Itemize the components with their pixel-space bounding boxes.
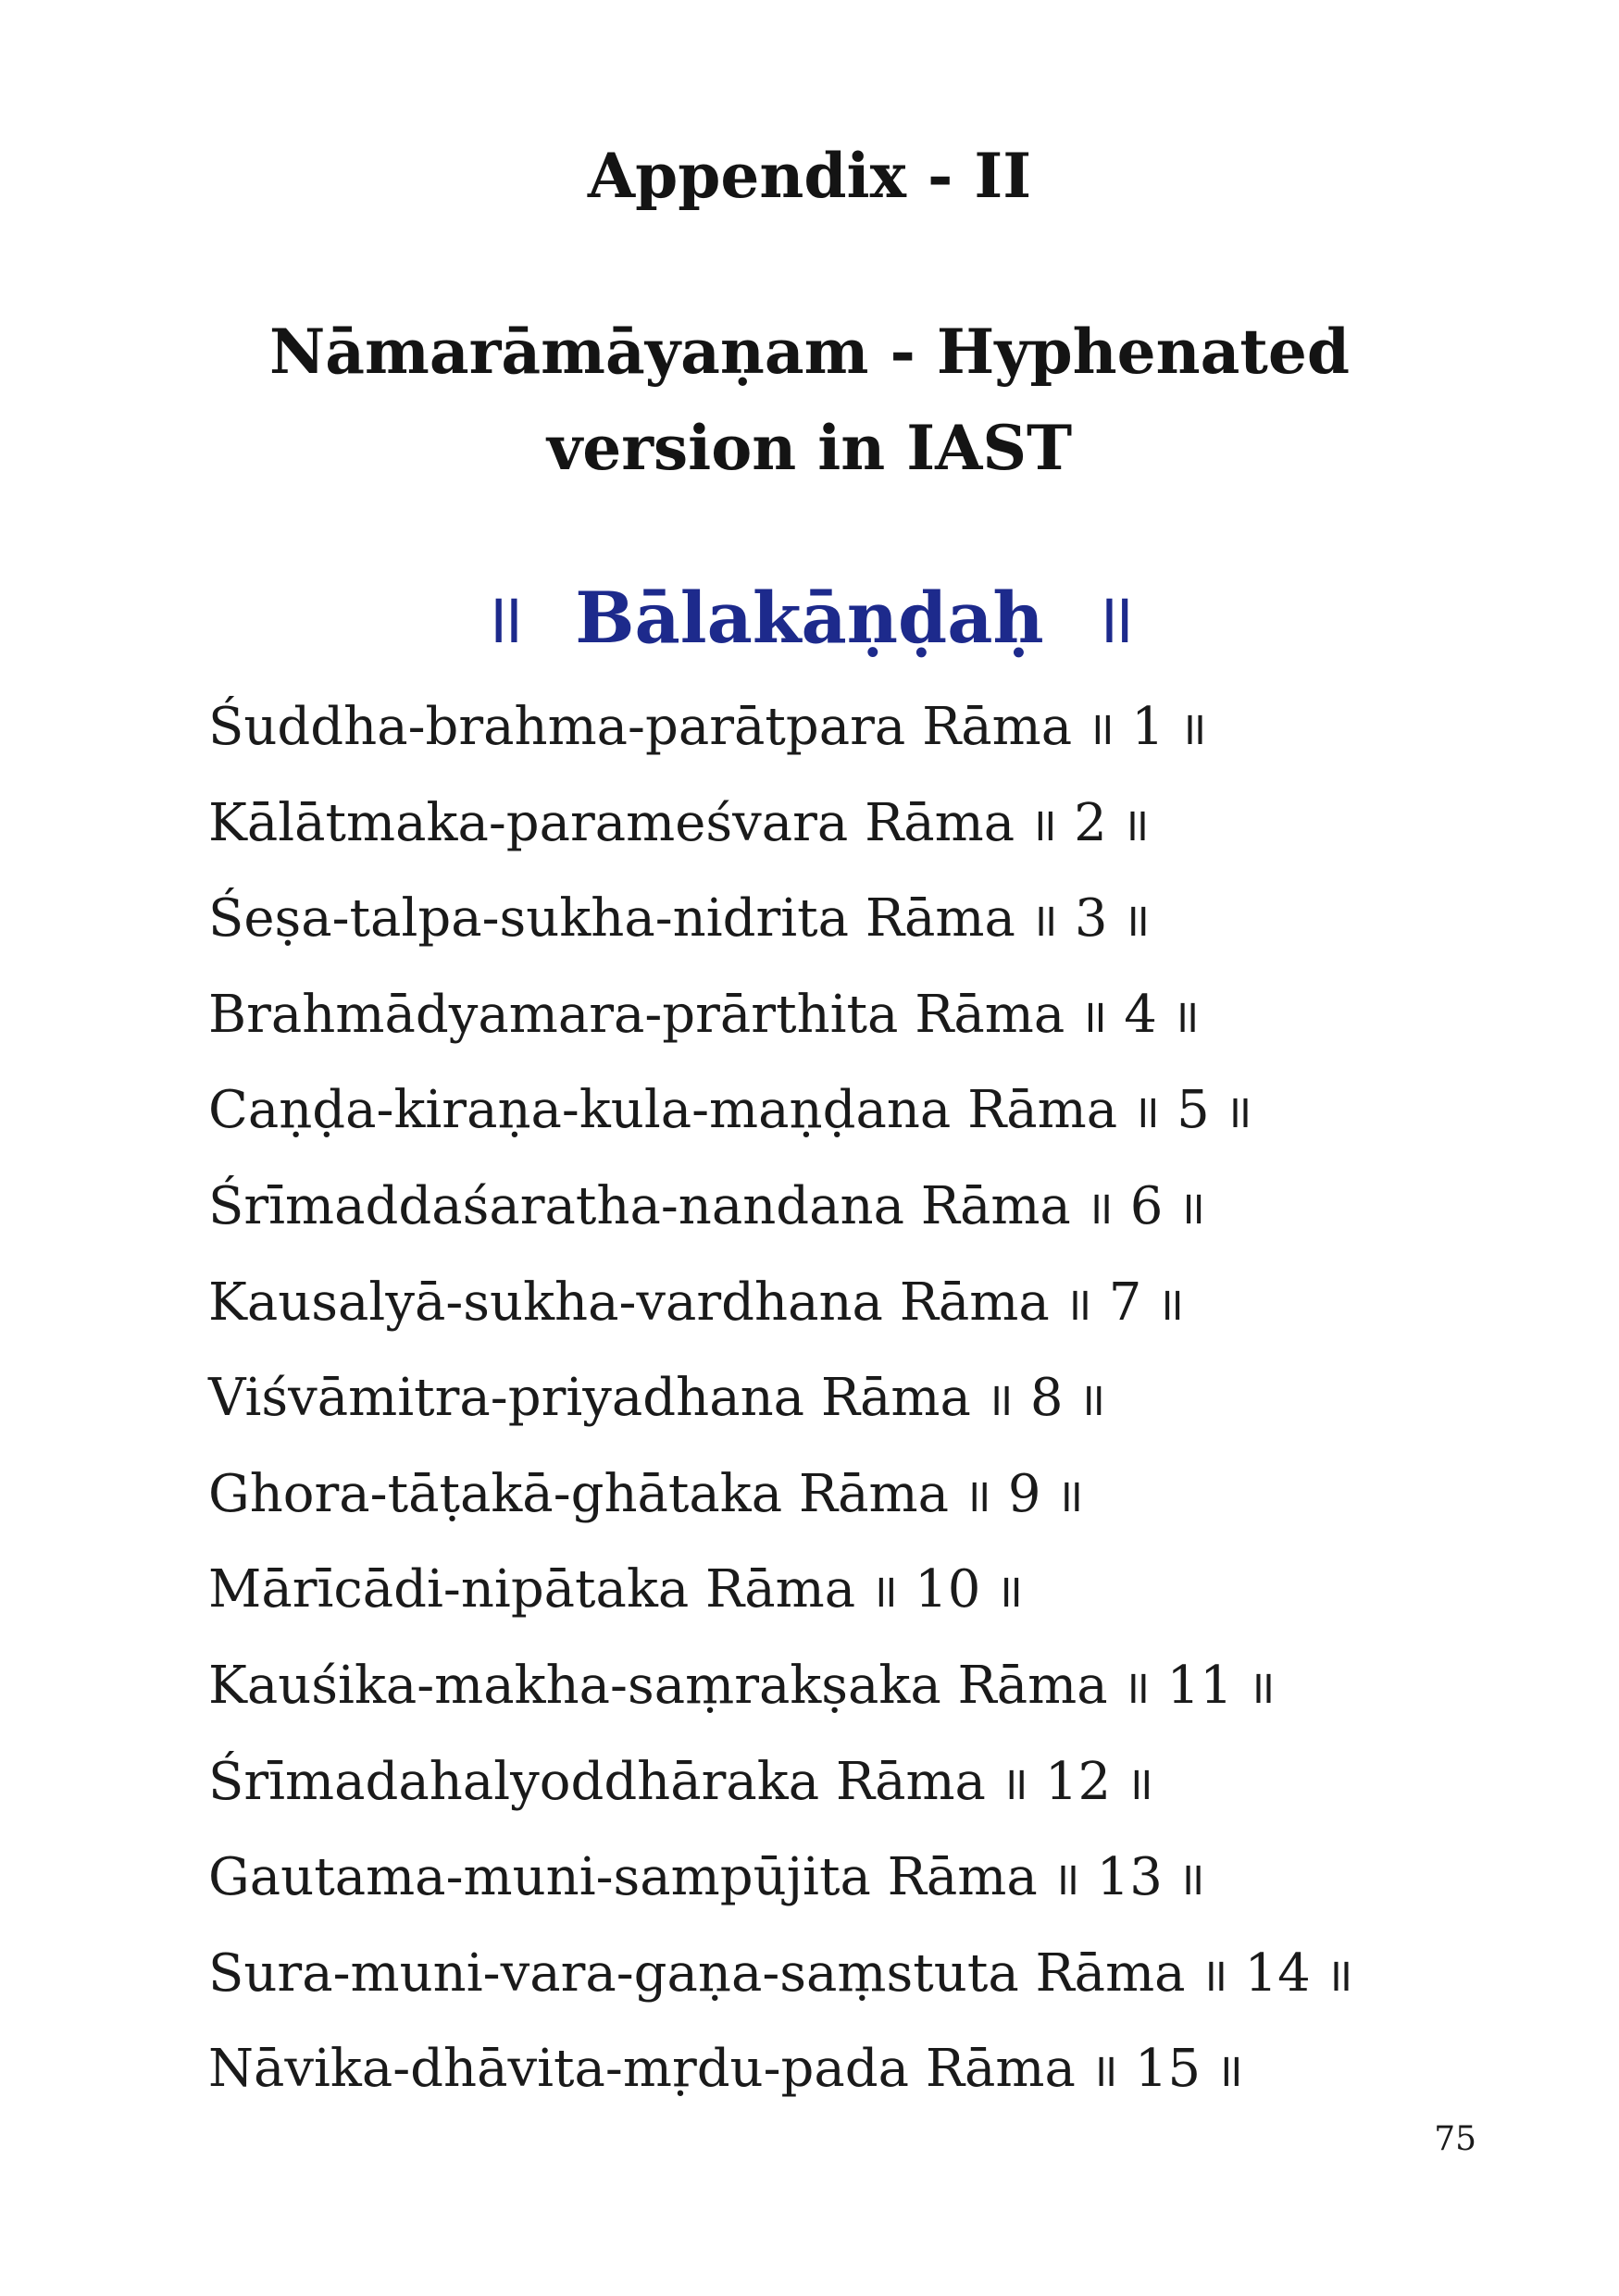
- verse-separator-open: ॥: [1029, 893, 1060, 948]
- verse-line: [208, 1159, 1486, 1255]
- verse-separator-open: ॥: [1200, 1947, 1230, 2002]
- verse-separator-close: ॥: [1177, 1852, 1207, 1906]
- verse-separator-open: ॥: [1132, 1085, 1163, 1139]
- document-title-line-2: version in IAST: [546, 412, 1073, 484]
- verse-text: Śeṣa-talpa-sukha-nidrita Rāma: [208, 888, 1015, 949]
- verse-separator-open: ॥: [870, 1564, 901, 1619]
- verse-separator-open: ॥: [1000, 1756, 1030, 1810]
- verse-text: Sura-muni-vara-gaṇa-saṃstuta Rāma: [208, 1942, 1186, 2004]
- verse-text: Kauśika-makha-saṃrakṣaka Rāma: [208, 1655, 1108, 1716]
- section-title: Bālakāṇḍaḥ: [575, 577, 1044, 659]
- verse-separator-close: ॥: [995, 1564, 1026, 1619]
- verse-separator-open: ॥: [1085, 1180, 1115, 1235]
- verse-separator-close: ॥: [1325, 1947, 1355, 2002]
- verse-separator-close: ॥: [1171, 988, 1202, 1043]
- verse-number: 4: [1124, 984, 1157, 1045]
- verse-text: Viśvāmitra-priyadhana Rāma: [208, 1368, 971, 1429]
- document-title-line-1: Nāmarāmāyaṇam - Hyphenated: [268, 316, 1351, 388]
- verse-separator-open: ॥: [1029, 797, 1060, 851]
- verse-separator-close: ॥: [1122, 893, 1152, 948]
- verse-text: Ghora-tāṭakā-ghātaka Rāma: [208, 1463, 949, 1524]
- verse-text: Mārīcādi-nipātaka Rāma: [208, 1559, 856, 1620]
- verse-line: [208, 1446, 1486, 1543]
- verse-number: 7: [1108, 1272, 1142, 1333]
- document-title: [0, 304, 1619, 496]
- appendix-title: Appendix - II: [587, 140, 1032, 212]
- verse-line: [208, 967, 1486, 1063]
- section-heading: [0, 572, 1619, 664]
- verse-number: 1: [1131, 697, 1164, 757]
- verse-separator-open: ॥: [963, 1468, 993, 1522]
- verse-number: 2: [1074, 792, 1107, 853]
- verse-number: 5: [1177, 1080, 1210, 1141]
- verse-text: Gautama-muni-sampūjita Rāma: [208, 1847, 1038, 1908]
- verse-separator-open: ॥: [985, 1372, 1015, 1427]
- verse-number: 12: [1044, 1751, 1112, 1812]
- verse-line: [208, 1926, 1486, 2022]
- verse-number: 11: [1166, 1655, 1233, 1716]
- verse-line: [208, 776, 1486, 872]
- verse-line: [208, 1062, 1486, 1159]
- section-bars-left: ॥: [481, 577, 527, 659]
- verse-line: [208, 1638, 1486, 1734]
- verse-separator-open: ॥: [1064, 1276, 1094, 1331]
- verse-number: 9: [1007, 1463, 1041, 1524]
- verse-separator-open: ॥: [1122, 1659, 1152, 1714]
- verse-text: Śrīmaddaśaratha-nandana Rāma: [208, 1175, 1071, 1236]
- verse-separator-open: ॥: [1079, 988, 1110, 1043]
- verse-number: 8: [1029, 1368, 1064, 1429]
- verse-line: [208, 1734, 1486, 1831]
- verse-separator-close: ॥: [1156, 1276, 1187, 1331]
- verse-separator-open: ॥: [1090, 2043, 1120, 2098]
- verse-separator-close: ॥: [1126, 1756, 1156, 1810]
- verse-separator-close: ॥: [1215, 2043, 1246, 2098]
- verse-number: 14: [1244, 1942, 1311, 2004]
- verse-separator-open: ॥: [1087, 701, 1117, 755]
- verse-line: [208, 871, 1486, 967]
- verse-separator-open: ॥: [1052, 1852, 1082, 1906]
- verse-number: 15: [1134, 2039, 1202, 2100]
- verse-text: Caṇḍa-kiraṇa-kula-maṇḍana Rāma: [208, 1080, 1118, 1141]
- verse-number: 13: [1096, 1847, 1163, 1908]
- section-bars-right: ॥: [1092, 577, 1138, 659]
- verse-number: 6: [1129, 1175, 1164, 1236]
- verse-text: Brahmādyamara-prārthita Rāma: [208, 984, 1065, 1045]
- verse-line: [208, 2021, 1486, 2117]
- verse-text: Nāvika-dhāvita-mṛdu-pada Rāma: [208, 2039, 1076, 2100]
- verse-separator-close: ॥: [1178, 701, 1209, 755]
- verse-separator-close: ॥: [1121, 797, 1152, 851]
- verse-number: 10: [915, 1559, 981, 1620]
- verse-separator-close: ॥: [1177, 1180, 1208, 1235]
- verse-separator-close: ॥: [1224, 1085, 1254, 1139]
- verse-text: Kālātmaka-parameśvara Rāma: [208, 792, 1015, 853]
- verse-line: [208, 1830, 1486, 1926]
- verse-text: Kausalyā-sukha-vardhana Rāma: [208, 1272, 1050, 1333]
- verse-separator-close: ॥: [1055, 1468, 1086, 1522]
- verse-list: [208, 679, 1486, 2117]
- verse-text: Śrīmadahalyoddhāraka Rāma: [208, 1751, 986, 1812]
- verse-text: Śuddha-brahma-parātpara Rāma: [208, 697, 1073, 757]
- verse-line: [208, 679, 1486, 776]
- page-number: 75: [1434, 2120, 1476, 2158]
- verse-separator-close: ॥: [1247, 1659, 1277, 1714]
- verse-number: 3: [1074, 888, 1108, 949]
- verse-line: [208, 1350, 1486, 1446]
- verse-line: [208, 1542, 1486, 1638]
- verse-line: [208, 1255, 1486, 1351]
- verse-separator-close: ॥: [1077, 1372, 1108, 1427]
